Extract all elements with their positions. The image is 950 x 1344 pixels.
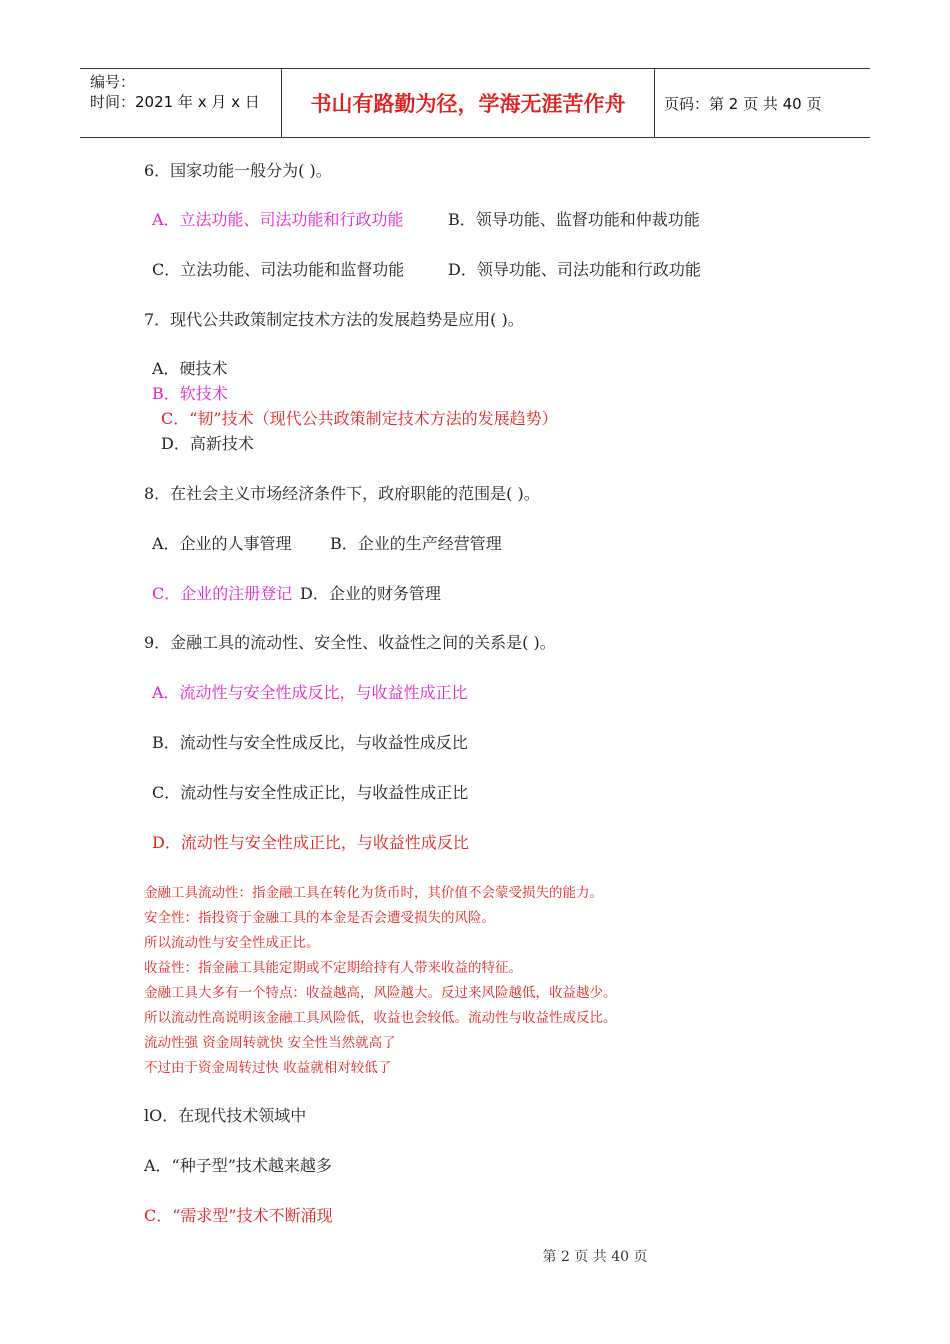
question-6-option-d: D．领导功能、司法功能和行政功能 <box>448 260 701 279</box>
question-8-option-d: D．企业的财务管理 <box>300 584 441 603</box>
question-6-option-c: C．立法功能、司法功能和监督功能 <box>152 260 405 279</box>
question-10-stem: lO．在现代技术领域中 <box>144 1106 307 1125</box>
question-9-option-b: B．流动性与安全性成反比，与收益性成反比 <box>152 733 468 752</box>
explanation-note: 所以流动性与安全性成正比。 <box>144 935 320 951</box>
question-7-option-d: D．高新技术 <box>161 434 254 453</box>
question-9-option-a: A．流动性与安全性成反比，与收益性成正比 <box>152 683 468 702</box>
question-8-option-c: C．企业的注册登记 <box>152 584 293 603</box>
question-8-option-a: A．企业的人事管理 <box>152 534 292 553</box>
header-meta <box>80 69 280 137</box>
header-page-info: 页码：第 2 页 共 40 页 <box>664 94 822 113</box>
header-page-cell <box>654 69 870 137</box>
question-6-option-a: A．立法功能、司法功能和行政功能 <box>152 210 404 229</box>
page-header <box>80 68 870 138</box>
question-8-stem: 8．在社会主义市场经济条件下，政府职能的范围是( )。 <box>144 484 540 503</box>
question-8-option-b: B．企业的生产经营管理 <box>330 534 502 553</box>
question-10-option-c: C．“需求型”技术不断涌现 <box>144 1206 333 1225</box>
explanation-note: 流动性强 资金周转就快 安全性当然就高了 <box>144 1035 396 1051</box>
document-date-label: 时间：2021 年 x 月 x 日 <box>90 93 260 111</box>
document-number-label: 编号： <box>90 73 136 91</box>
question-7-option-a: A．硬技术 <box>152 359 228 378</box>
question-6-stem: 6．国家功能一般分为( )。 <box>144 161 332 180</box>
explanation-note: 金融工具流动性：指金融工具在转化为货币时，其价值不会蒙受损失的能力。 <box>144 885 603 901</box>
question-7-stem: 7．现代公共政策制定技术方法的发展趋势是应用( )。 <box>144 310 524 329</box>
page-footer: 第 2 页 共 40 页 <box>542 1249 648 1265</box>
header-motto: 书山有路勤为径，学海无涯苦作舟 <box>310 92 626 116</box>
question-9-stem: 9．金融工具的流动性、安全性、收益性之间的关系是( )。 <box>144 633 556 652</box>
question-9-option-c: C．流动性与安全性成正比，与收益性成正比 <box>152 783 469 802</box>
question-7-option-b: B．软技术 <box>152 384 228 403</box>
question-6-option-b: B．领导功能、监督功能和仲裁功能 <box>448 210 700 229</box>
explanation-note: 所以流动性高说明该金融工具风险低，收益也会较低。流动性与收益性成反比。 <box>144 1010 617 1026</box>
question-9-option-d: D．流动性与安全性成正比，与收益性成反比 <box>152 833 469 852</box>
explanation-note: 安全性：指投资于金融工具的本金是否会遭受损失的风险。 <box>144 910 495 926</box>
explanation-note: 不过由于资金周转过快 收益就相对较低了 <box>144 1060 392 1076</box>
question-10-option-a: A．“种子型”技术越来越多 <box>144 1156 332 1175</box>
explanation-note: 收益性：指金融工具能定期或不定期给持有人带来收益的特征。 <box>144 960 522 976</box>
explanation-note: 金融工具大多有一个特点：收益越高，风险越大。反过来风险越低，收益越少。 <box>144 985 617 1001</box>
header-motto-cell <box>281 69 655 137</box>
question-7-option-c: C．“韧”技术（现代公共政策制定技术方法的发展趋势） <box>161 409 558 428</box>
